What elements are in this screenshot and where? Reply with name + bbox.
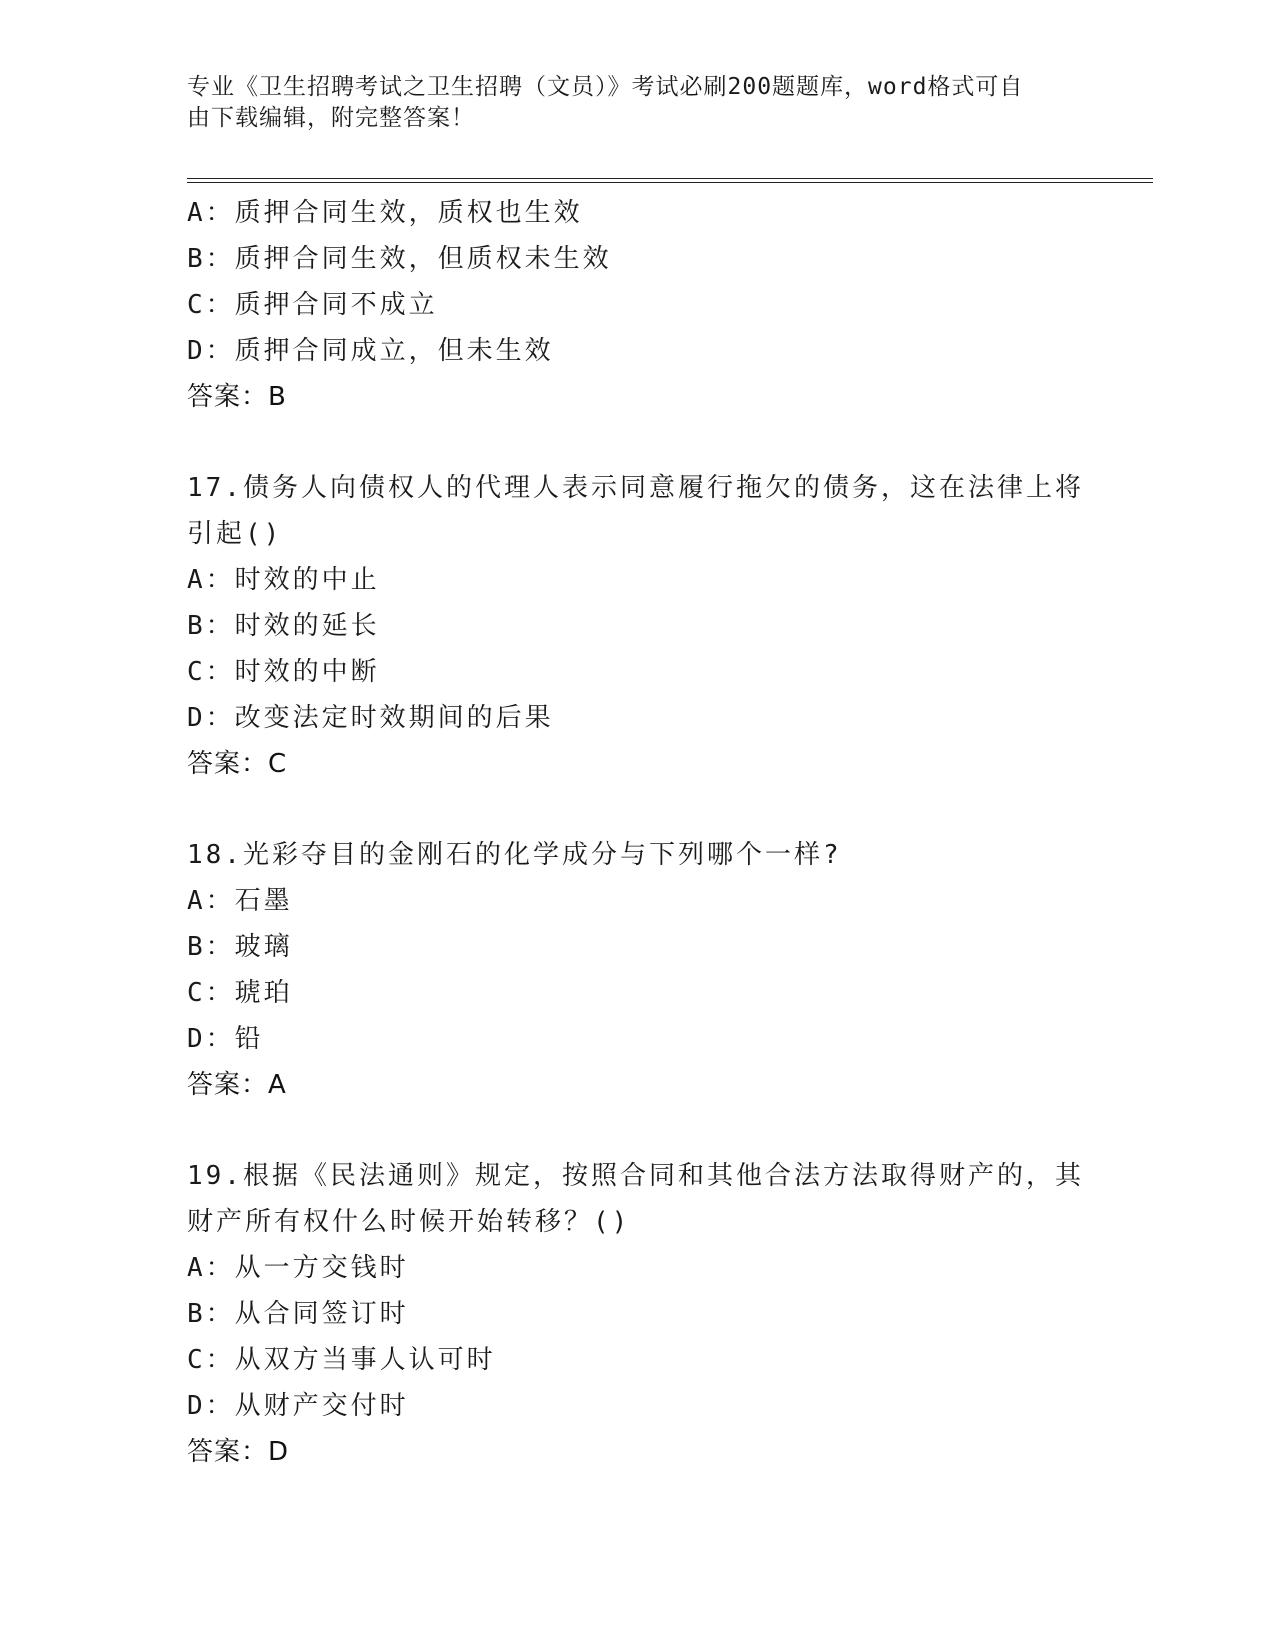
header-double-rule — [187, 178, 1153, 183]
option-c: C：质押合同不成立 — [187, 290, 438, 320]
question-stem-line-2: 财产所有权什么时候开始转移？() — [187, 1207, 631, 1237]
question-19 — [187, 1153, 1087, 1475]
answer-line: 答案：A — [187, 1070, 287, 1100]
document-header — [187, 72, 1067, 134]
spacer — [187, 1108, 1087, 1153]
question-list — [187, 190, 1087, 1475]
option-b: B：从合同签订时 — [187, 1299, 409, 1329]
option-d: D：质押合同成立，但未生效 — [187, 336, 554, 366]
option-c: C：琥珀 — [187, 978, 293, 1008]
option-d: D：铅 — [187, 1024, 264, 1054]
question-18 — [187, 832, 1087, 1108]
spacer — [187, 420, 1087, 465]
option-b: B：质押合同生效，但质权未生效 — [187, 244, 612, 274]
header-line-1: 专业《卫生招聘考试之卫生招聘（文员）》考试必刷200题题库，word格式可自 — [187, 74, 1024, 100]
option-a: A：从一方交钱时 — [187, 1253, 409, 1283]
question-stem-line-1: 18.光彩夺目的金刚石的化学成分与下列哪个一样? — [187, 840, 842, 870]
option-a: A：时效的中止 — [187, 565, 380, 595]
answer-line: 答案：D — [187, 1437, 290, 1467]
option-b: B：玻璃 — [187, 932, 293, 962]
answer-line: 答案：C — [187, 749, 288, 779]
header-line-2: 由下载编辑，附完整答案！ — [187, 105, 475, 131]
option-c: C：时效的中断 — [187, 657, 380, 687]
option-d: D：改变法定时效期间的后果 — [187, 703, 554, 733]
answer-line: 答案：B — [187, 382, 287, 412]
question-stem-line-1: 19.根据《民法通则》规定，按照合同和其他合法方法取得财产的，其 — [187, 1161, 1084, 1191]
option-d: D：从财产交付时 — [187, 1391, 409, 1421]
spacer — [187, 787, 1087, 832]
question-stem-line-1: 17.债务人向债权人的代理人表示同意履行拖欠的债务，这在法律上将 — [187, 473, 1084, 503]
question-17 — [187, 465, 1087, 787]
option-c: C：从双方当事人认可时 — [187, 1345, 496, 1375]
option-b: B：时效的延长 — [187, 611, 380, 641]
question-16-continued — [187, 190, 1087, 420]
option-a: A：石墨 — [187, 886, 293, 916]
question-stem-line-2: 引起() — [187, 519, 283, 549]
option-a: A：质押合同生效，质权也生效 — [187, 198, 583, 228]
